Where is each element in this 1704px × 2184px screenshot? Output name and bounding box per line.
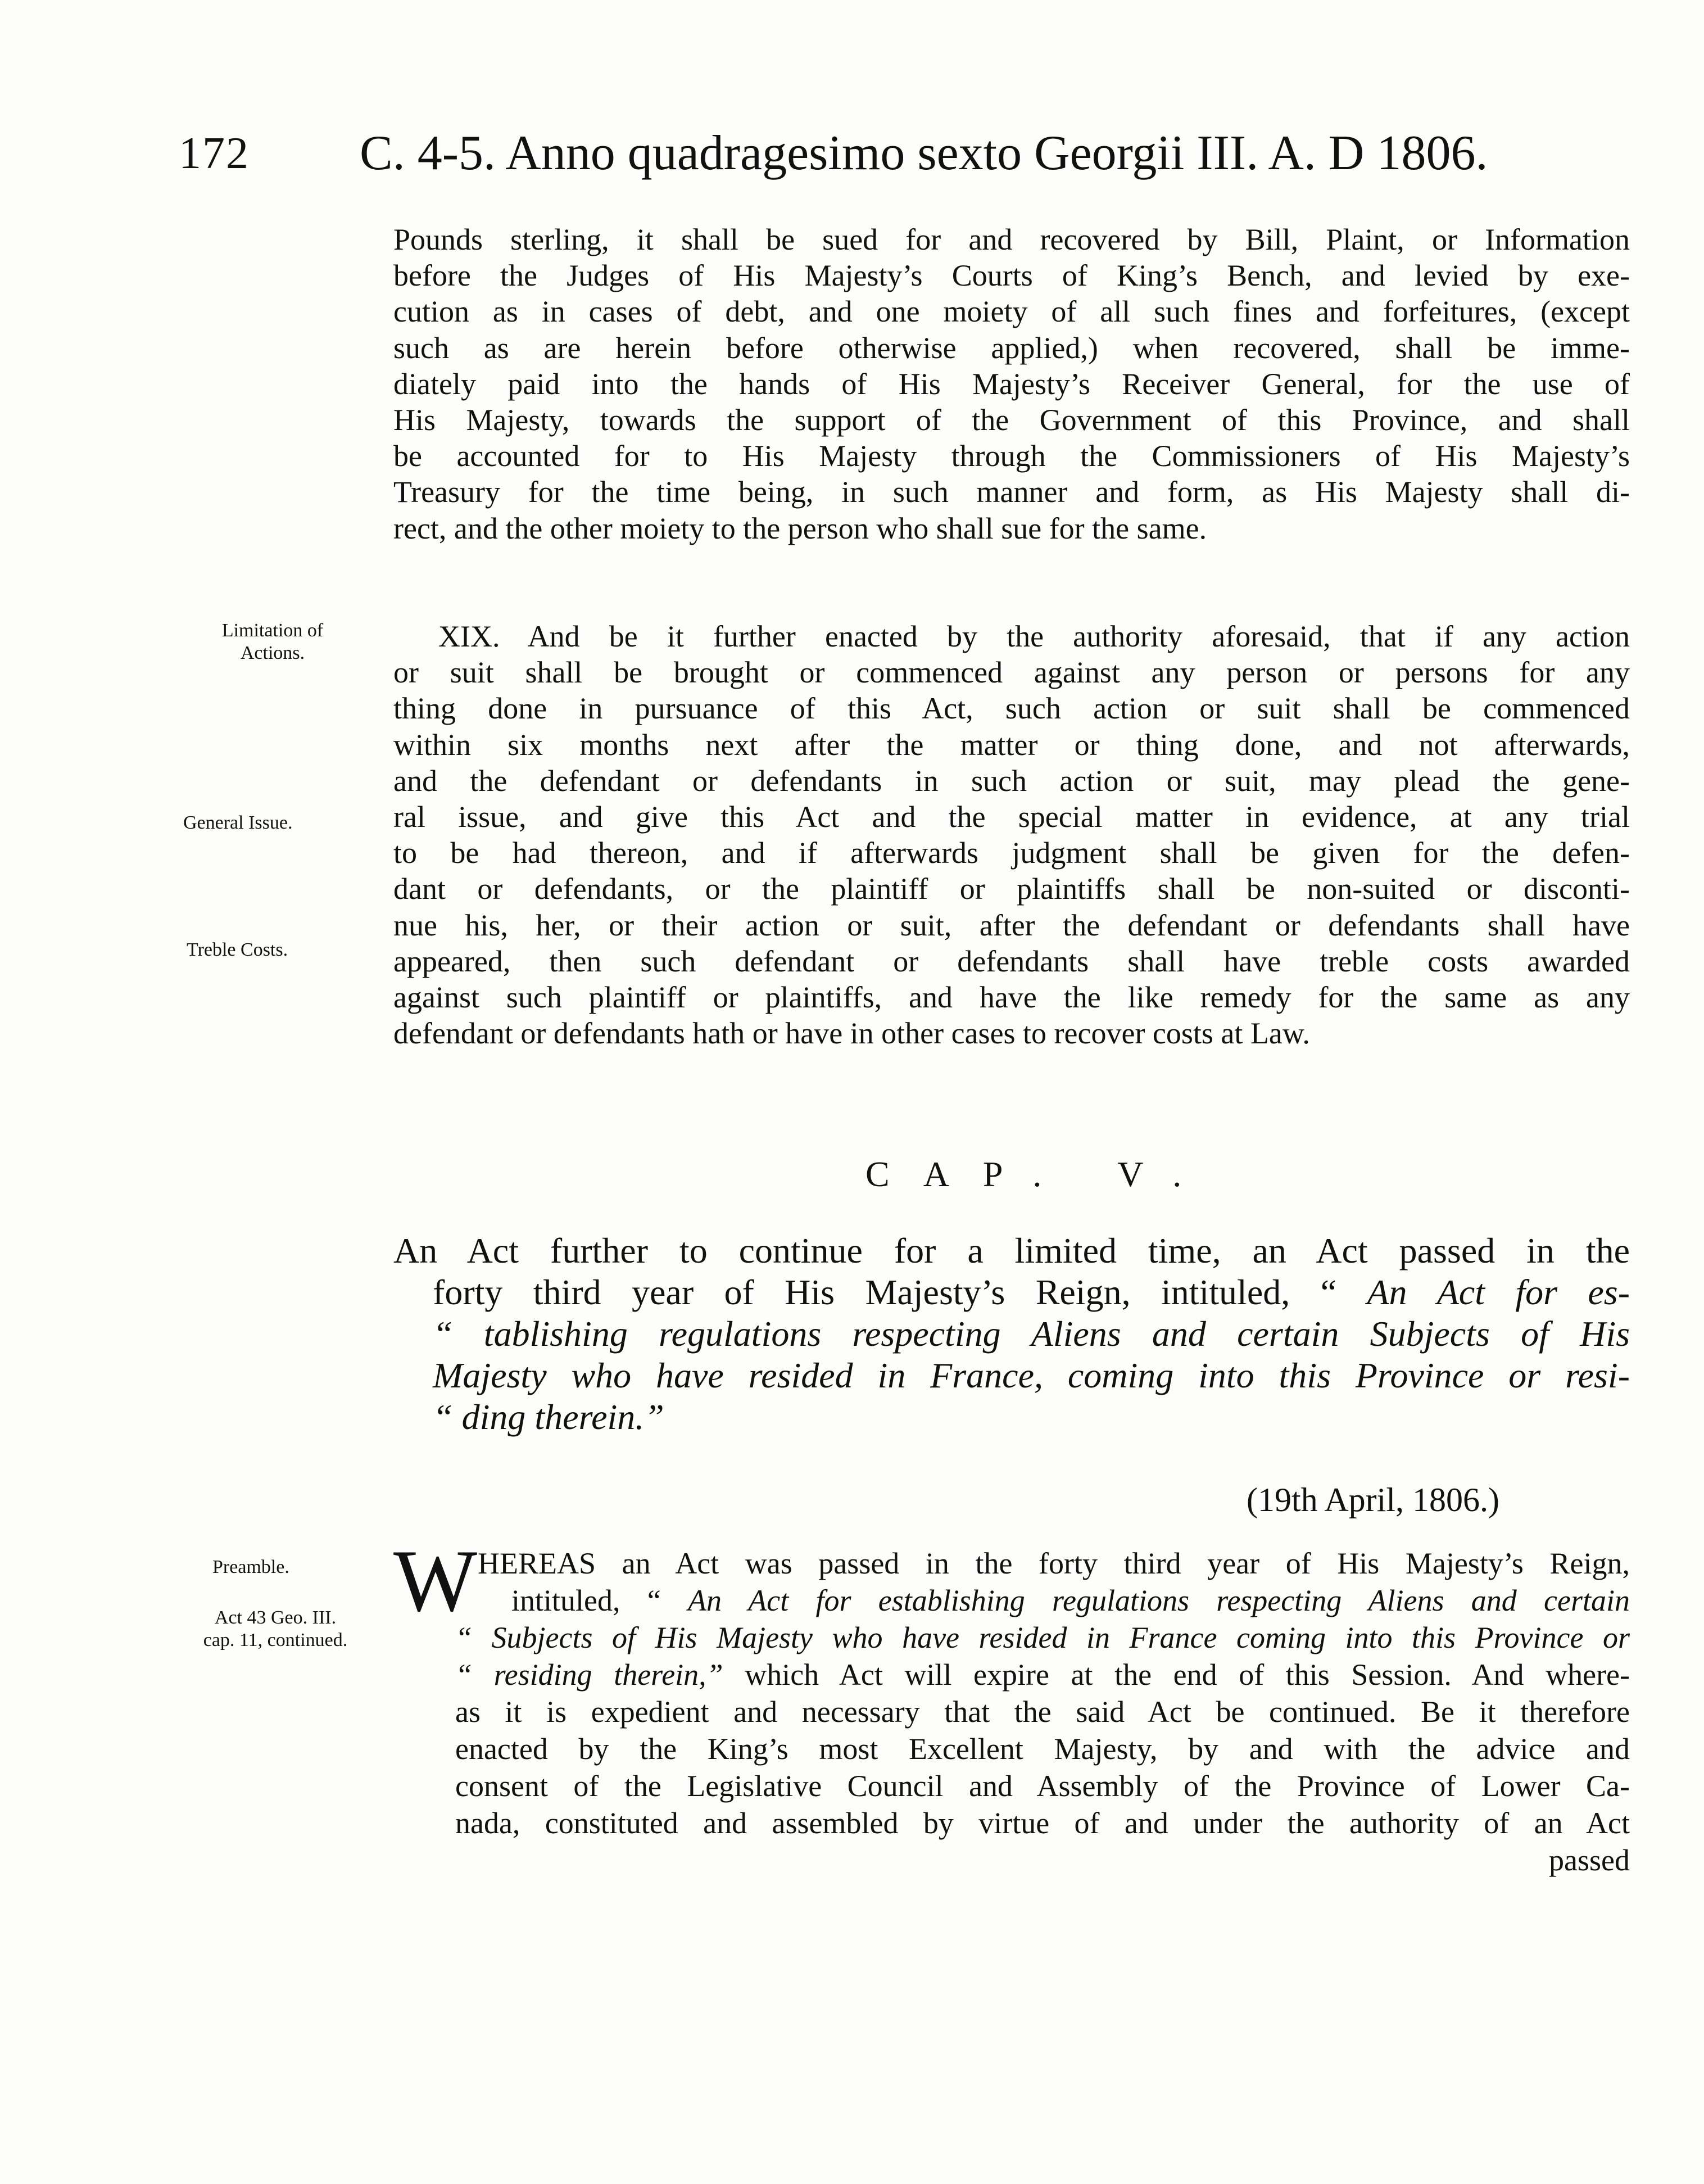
text-line: enacted by the King’s most Excellent Majesty, by and with the advice and (455, 1732, 1630, 1766)
text-italic: An Act for establishing regulations respecting Aliens and certain (687, 1584, 1630, 1617)
text-line: within six months next after the matter or thing done, and not afterwards, (393, 727, 1630, 762)
page-number: 172 (179, 129, 250, 178)
text-line: against such plaintiff or plaintiffs, and have the like remedy for the same as any (393, 980, 1630, 1015)
text-line: HEREAS an Act was passed in the forty third year of His Majesty’s Reign, (478, 1547, 1630, 1580)
text-line: or suit shall be brought or commenced against any person or persons for any (393, 655, 1630, 690)
margin-note-preamble: Preamble. (212, 1557, 289, 1577)
margin-note-limitation (180, 620, 365, 664)
text-line: Pounds sterling, it shall be sued for and recovered by Bill, Plaint, or Information (393, 223, 1630, 256)
margin-note-line: Act 43 Geo. III. (214, 1607, 337, 1628)
margin-note-line: Limitation of (221, 620, 324, 641)
text-line: Treasury for the time being, in such manner and form, as His Majesty shall di- (393, 475, 1630, 509)
preamble-paragraph (393, 1545, 1630, 1879)
text-line (393, 1656, 1630, 1693)
text-line: ral issue, and give this Act and the special matter in evidence, at any trial (393, 800, 1630, 834)
section-xix (393, 618, 1630, 1051)
catchword: passed (1549, 1843, 1630, 1877)
drop-cap: W (393, 1532, 478, 1630)
margin-note-act-reference (180, 1607, 371, 1652)
text-italic: “ residing therein,” (455, 1658, 723, 1692)
margin-note-line: cap. 11, continued. (203, 1630, 348, 1651)
text-line: defendant or defendants hath or have in other cases to recover costs at Law. (393, 1016, 1310, 1051)
text-line: and the defendant or defendants in such action or suit, may plead the gene- (393, 763, 1630, 798)
text-line: diately paid into the hands of His Majesty’s Receiver General, for the use of (393, 367, 1630, 401)
chapter-title (393, 1230, 1630, 1438)
title-line: Majesty who have resided in France, coming into this Province or resi- (433, 1355, 1630, 1395)
text-line: consent of the Legislative Council and Assembly of the Province of Lower Ca- (455, 1769, 1630, 1803)
text-line: appeared, then such defendant or defendants shall have treble costs awarded (393, 944, 1630, 978)
margin-note-general-issue: General Issue. (183, 812, 293, 833)
title-italic: An Act for es- (1367, 1272, 1630, 1312)
margin-note-line: Actions. (240, 643, 305, 663)
text-line: rect, and the other moiety to the person who shall sue for the same. (393, 511, 1207, 545)
text-roman: which Act will expire at the end of this Session. And where- (723, 1658, 1630, 1692)
text-line: His Majesty, towards the support of the Government of this Province, and shall (393, 403, 1630, 437)
running-head: C. 4-5. Anno quadragesimo sexto Georgii III. A. D 1806. (360, 126, 1488, 180)
text-roman: intituled, “ (511, 1584, 661, 1617)
text-line: cution as in cases of debt, and one moiety of all such fines and forfeitures, (except (393, 295, 1630, 329)
text-line: XIX. And be it further enacted by the authority aforesaid, that if any action (438, 620, 1630, 653)
title-line: “ tablishing regulations respecting Aliens and certain Subjects of His (433, 1314, 1630, 1354)
enactment-date: (19th April, 1806.) (1247, 1481, 1499, 1518)
text-line (393, 1582, 1630, 1619)
text-line: before the Judges of His Majesty’s Courts of King’s Bench, and levied by exe- (393, 259, 1630, 293)
title-line: An Act further to continue for a limited time, an Act passed in the (393, 1231, 1630, 1270)
margin-note-treble-costs: Treble Costs. (187, 939, 288, 960)
title-line: “ ding therein.” (433, 1397, 664, 1437)
text-line: dant or defendants, or the plaintiff or plaintiffs shall be non-suited or disconti- (393, 872, 1630, 906)
text-line: such as are herein before otherwise applied,) when recovered, shall be imme- (393, 331, 1630, 365)
text-line: to be had thereon, and if afterwards judgment shall be given for the defen- (393, 836, 1630, 870)
chapter-heading: CAP. V. (865, 1154, 1216, 1194)
text-line: nada, constituted and assembled by virtue of and under the authority of an Act (455, 1806, 1630, 1840)
text-line: be accounted for to His Majesty through the Commissioners of His Majesty’s (393, 439, 1630, 473)
continuation-paragraph (393, 221, 1630, 546)
text-line: thing done in pursuance of this Act, such action or suit shall be commenced (393, 691, 1630, 726)
text-line: nue his, her, or their action or suit, after the defendant or defendants shall have (393, 908, 1630, 942)
title-line (393, 1272, 1630, 1313)
text-line: “ Subjects of His Majesty who have resided in France coming into this Province or (455, 1621, 1630, 1654)
title-roman: forty third year of His Majesty’s Reign, intituled, “ (433, 1272, 1337, 1312)
text-line: as it is expedient and necessary that the said Act be continued. Be it therefore (455, 1695, 1630, 1729)
